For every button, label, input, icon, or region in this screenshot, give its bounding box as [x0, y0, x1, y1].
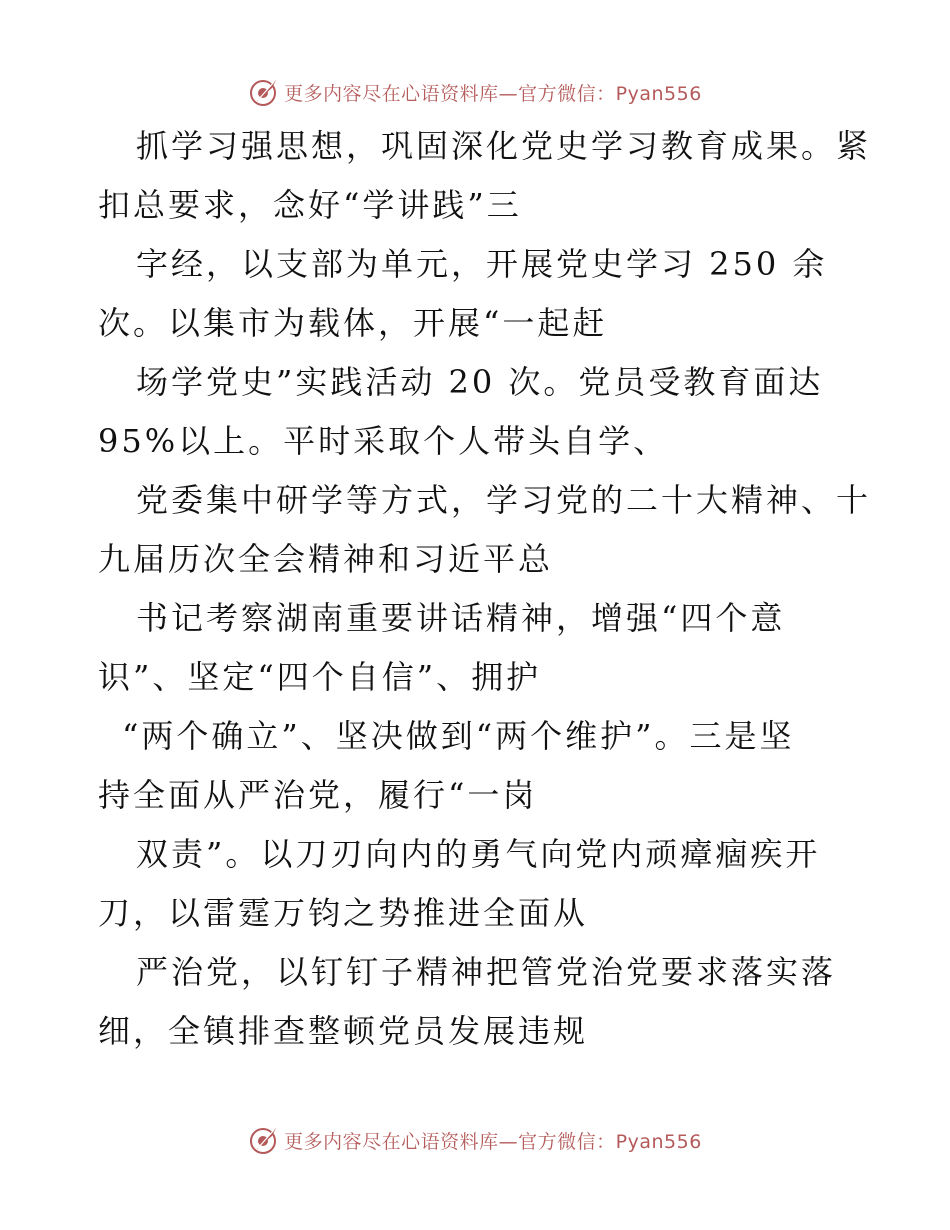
quill-seal-icon: [248, 1124, 280, 1156]
body-line: 双责”。以刀刃向内的勇气向党内顽瘴痼疾开: [136, 835, 821, 873]
body-line: 细，全镇排查整顿党员发展违规: [98, 1012, 589, 1050]
body-line: 刀，以雷霆万钧之势推进全面从: [98, 894, 589, 932]
body-line: 党委集中研学等方式，学习党的二十大精神、十: [136, 481, 872, 519]
body-line: 场学党史”实践活动 20 次。党员受教育面达: [136, 363, 824, 401]
body-line: 字经，以支部为单元，开展党史学习 250 余: [136, 245, 828, 283]
body-line: 识”、坚定“四个自信”、拥护: [98, 658, 542, 696]
body-line: 扣总要求，念好“学讲践”三: [98, 186, 522, 224]
body-line: 书记考察湖南重要讲话精神，增强“四个意: [136, 599, 786, 637]
body-line: 次。以集市为载体，开展“一起赶: [98, 304, 608, 342]
footer-banner-text: 更多内容尽在心语资料库—官方微信：Pyan556: [284, 1130, 702, 1153]
body-line: “两个确立”、坚决做到“两个维护”。三是坚: [122, 717, 795, 755]
body-line: 95%以上。平时采取个人带头自学、: [98, 422, 669, 460]
quill-seal-icon: [248, 76, 280, 108]
header-banner-text: 更多内容尽在心语资料库—官方微信：Pyan556: [284, 82, 702, 105]
body-line: 持全面从严治党，履行“一岗: [98, 776, 538, 814]
header-banner: [0, 72, 950, 112]
footer-banner: [0, 1120, 950, 1160]
body-line: 九届历次全会精神和习近平总: [98, 540, 554, 578]
body-line: 抓学习强思想，巩固深化党史学习教育成果。紧: [136, 127, 872, 165]
body-line: 严治党，以钉钉子精神把管党治党要求落实落: [136, 953, 837, 991]
